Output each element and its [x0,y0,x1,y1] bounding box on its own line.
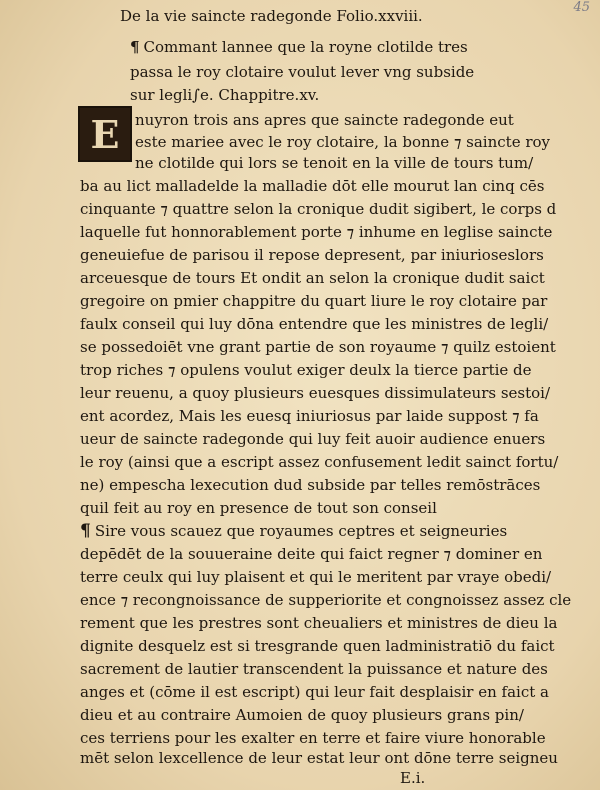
text-line: ne clotilde qui lors se tenoit en la ville de tours tum/ [135,154,534,172]
text-line: ces terriens pour les exalter en terre et faire viure honorable [80,729,546,747]
decorated-initial: E [78,106,132,162]
text-line: anges et (cōme il est escript) qui leur fait desplaisir en faict a [80,683,549,701]
text-line: este mariee avec le roy clotaire, la bonne ⁊ saincte roy [135,133,551,151]
text-line: ¶ Sire vous scauez que royaumes ceptres et seigneuries [80,521,508,541]
chapter-title-line: passa le roy clotaire voulut lever vng subside [130,63,475,81]
text-line: dignite desquelz est si tresgrande quen ladministratiō du faict [80,637,555,655]
text-line: leur reuenu, a quoy plusieurs euesques dissimulateurs sestoi/ [80,384,551,402]
text-line: depēdēt de la souueraine deite qui faict regner ⁊ dominer en [80,545,543,563]
pencil-folio-note: 45 [573,0,590,15]
text-line: laquelle fut honnorablement porte ⁊ inhume en leglise saincte [80,223,553,241]
text-line: sacrement de lautier transcendent la puissance et nature des [80,660,548,678]
text-line: le roy (ainsi que a escript assez confusement ledit sainct fortu/ [80,453,559,471]
text-line: faulx conseil qui luy dōna entendre que les ministres de legli/ [80,315,549,333]
text-line: terre ceulx qui luy plaisent et qui le meritent par vraye obedi/ [80,568,552,586]
text-line: ence ⁊ recongnoissance de supperiorite et congnoissez assez cle [80,591,572,609]
text-line: dieu et au contraire Aumoien de quoy plusieurs grans pin/ [80,706,524,724]
text-line: ba au lict malladelde la malladie dōt elle mourut lan cinq cēs [80,177,545,195]
text-line: gregoire on pmier chappitre du quart liure le roy clotaire par [80,292,548,310]
signature-mark: E.i. [400,769,426,787]
text-line: ueur de saincte radegonde qui luy feit auoir audience enuers [80,430,546,448]
text-line: se possedoiēt vne grant partie de son royaume ⁊ quilz estoient [80,338,556,356]
text-line: nuyron trois ans apres que saincte radegonde eut [135,111,514,129]
text-line: ne) empescha lexecution dud subside par telles remōstrāces [80,476,541,494]
text-line: arceuesque de tours Et ondit an selon la cronique dudit saict [80,269,545,287]
text-line: ent acordez, Mais les euesq iniuriosus par laide suppost ⁊ fa [80,407,539,425]
text-line: mēt selon lexcellence de leur estat leur ont dōne terre seigneu [80,749,558,767]
text-line: cinquante ⁊ quattre selon la cronique dudit sigibert, le corps d [80,200,557,218]
text-line: quil feit au roy en presence de tout son conseil [80,499,437,517]
chapter-title-line: ¶ Commant lannee que la royne clotilde tres [130,38,468,56]
text-line: trop riches ⁊ opulens voulut exiger deulx la tierce partie de [80,361,532,379]
text-line: geneuiefue de parisou il repose depresent, par iniurioseslors [80,246,544,264]
running-header: De la vie saincte radegonde Folio.xxviii. [120,7,423,25]
chapter-title-line: sur legli∫e. Chappitre.xv. [130,86,320,104]
text-line: rement que les prestres sont cheualiers et ministres de dieu la [80,614,558,632]
